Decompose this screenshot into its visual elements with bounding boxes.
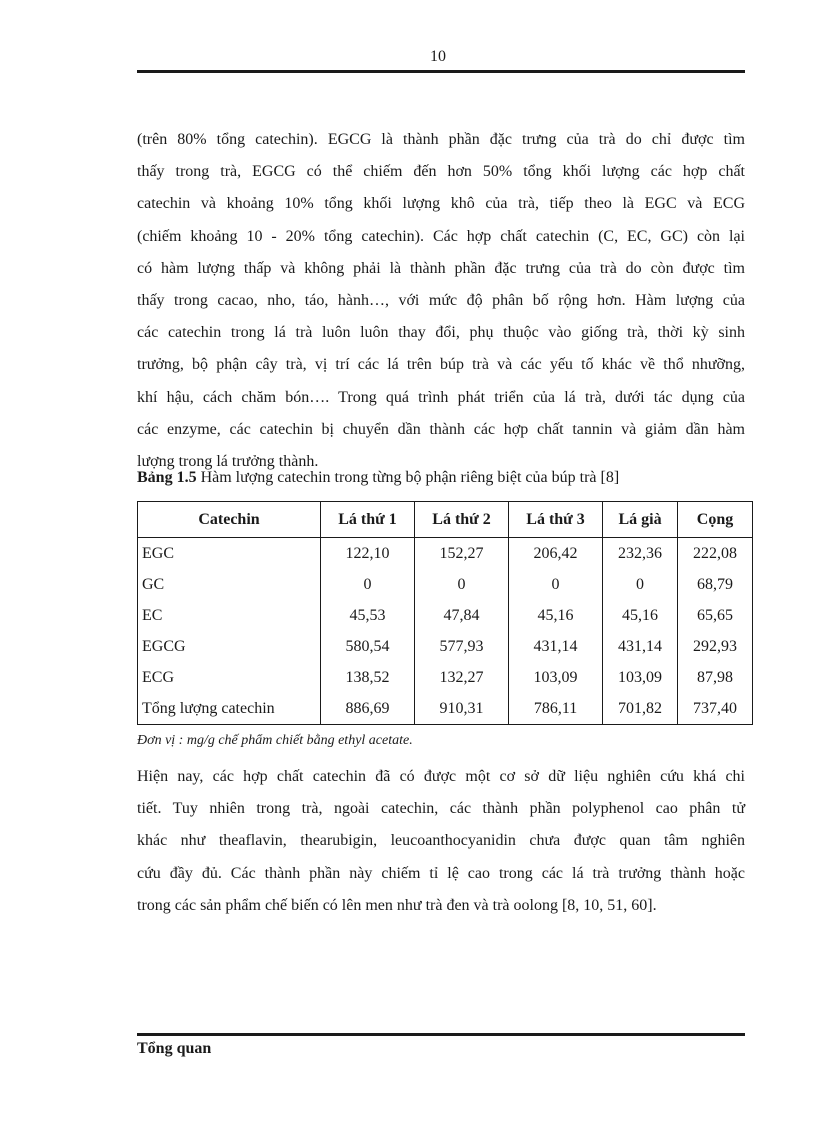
table-unit-note: Đơn vị : mg/g chế phẩm chiết bằng ethyl acetate. xyxy=(137,733,413,748)
table-cell: 45,16 xyxy=(603,600,678,631)
table-cell: 103,09 xyxy=(509,662,603,693)
table-cell: 45,16 xyxy=(509,600,603,631)
table-cell: 132,27 xyxy=(415,662,509,693)
table-cell: 138,52 xyxy=(321,662,415,693)
table-cell: GC xyxy=(138,569,321,600)
table-cell: 431,14 xyxy=(603,631,678,662)
text-line: khác như theaflavin, thearubigin, leucoanthocyanidin chưa được quan tâm nghiên xyxy=(137,832,745,850)
text-line: thấy trong trà, EGCG có thể chiếm đến hơn 50% tổng khối lượng các hợp chất xyxy=(137,163,745,181)
header-rule xyxy=(137,70,745,73)
table-cell: 580,54 xyxy=(321,631,415,662)
table-cell: 0 xyxy=(509,569,603,600)
text-line: các catechin trong lá trà luôn luôn thay đổi, phụ thuộc vào giống trà, thời kỳ sinh xyxy=(137,324,745,342)
col-header-catechin: Catechin xyxy=(138,502,321,538)
table-cell: 0 xyxy=(321,569,415,600)
table-row xyxy=(138,662,753,693)
table-cell: 701,82 xyxy=(603,693,678,725)
table-cell: 68,79 xyxy=(678,569,753,600)
text-line: (trên 80% tổng catechin). EGCG là thành phần đặc trưng của trà do chỉ được tìm xyxy=(137,131,745,148)
table-cell: EC xyxy=(138,600,321,631)
table-cell: 103,09 xyxy=(603,662,678,693)
table-cell: 87,98 xyxy=(678,662,753,693)
text-line: trưởng, bộ phận cây trà, vị trí các lá trên búp trà và các yếu tố khác về thổ nhưỡng, xyxy=(137,356,745,374)
text-line: Hiện nay, các hợp chất catechin đã có được một cơ sở dữ liệu nghiên cứu khá chi xyxy=(137,768,745,785)
table-cell: 122,10 xyxy=(321,538,415,570)
table-cell: 431,14 xyxy=(509,631,603,662)
table-cell: 292,93 xyxy=(678,631,753,662)
text-line: tiết. Tuy nhiên trong trà, ngoài catechin, các thành phần polyphenol cao phân tử xyxy=(137,800,745,818)
table-caption xyxy=(137,469,619,487)
col-header-leaf-1: Lá thứ 1 xyxy=(321,502,415,538)
col-header-leaf-2: Lá thứ 2 xyxy=(415,502,509,538)
table-cell: EGC xyxy=(138,538,321,570)
text-line: các enzyme, các catechin bị chuyển dần thành các hợp chất tannin và giảm dần hàm xyxy=(137,420,745,438)
table-cell: 910,31 xyxy=(415,693,509,725)
paragraph-catechin-intro xyxy=(137,124,745,478)
col-header-stem: Cọng xyxy=(678,502,753,538)
table-cell: 232,36 xyxy=(603,538,678,570)
table-cell: 737,40 xyxy=(678,693,753,725)
table-cell: 0 xyxy=(415,569,509,600)
text-line: (chiếm khoảng 10 - 20% tổng catechin). Các hợp chất catechin (C, EC, GC) còn lại xyxy=(137,227,745,245)
text-line: cứu đầy đủ. Các thành phần này chiếm tỉ lệ cao trong các lá trà trưởng thành hoặc xyxy=(137,864,745,882)
footer-rule xyxy=(137,1033,745,1036)
table-cell: EGCG xyxy=(138,631,321,662)
text-line: catechin và khoảng 10% tổng khối lượng khô của trà, tiếp theo là EGC và ECG xyxy=(137,195,745,213)
table-cell: ECG xyxy=(138,662,321,693)
footer-section-title: Tổng quan xyxy=(137,1040,212,1057)
table-cell: 206,42 xyxy=(509,538,603,570)
table-cell: 0 xyxy=(603,569,678,600)
table-cell: 47,84 xyxy=(415,600,509,631)
table-cell: 886,69 xyxy=(321,693,415,725)
table-cell: Tổng lượng catechin xyxy=(138,693,321,725)
col-header-old-leaf: Lá già xyxy=(603,502,678,538)
table-row xyxy=(138,631,753,662)
table-row xyxy=(138,600,753,631)
table-row xyxy=(138,538,753,570)
text-line: khí hậu, cách chăm bón…. Trong quá trình phát triển của lá trà, dưới tác dụng của xyxy=(137,388,745,406)
table-row xyxy=(138,569,753,600)
table-cell: 45,53 xyxy=(321,600,415,631)
col-header-leaf-3: Lá thứ 3 xyxy=(509,502,603,538)
table-cell: 65,65 xyxy=(678,600,753,631)
text-line: có hàm lượng thấp và không phải là thành phần đặc trưng của trà do còn được tìm xyxy=(137,259,745,277)
table-cell: 577,93 xyxy=(415,631,509,662)
table-row-total xyxy=(138,693,753,725)
table-caption-text: Hàm lượng catechin trong từng bộ phận riêng biệt của búp trà [8] xyxy=(196,469,620,486)
catechin-table xyxy=(137,501,753,725)
text-line: lượng trong lá trưởng thành. xyxy=(137,453,319,471)
text-line: trong các sản phẩm chế biến có lên men như trà đen và trà oolong [8, 10, 51, 60]. xyxy=(137,896,657,914)
paragraph-polyphenol xyxy=(137,761,745,922)
table-caption-label: Bảng 1.5 xyxy=(137,469,197,486)
table-header-row xyxy=(138,502,753,538)
text-line: thấy trong cacao, nho, táo, hành…, với mức độ phân bố rộng hơn. Hàm lượng của xyxy=(137,292,745,310)
page-number: 10 xyxy=(430,48,446,65)
table-cell: 152,27 xyxy=(415,538,509,570)
table-cell: 222,08 xyxy=(678,538,753,570)
table-cell: 786,11 xyxy=(509,693,603,725)
